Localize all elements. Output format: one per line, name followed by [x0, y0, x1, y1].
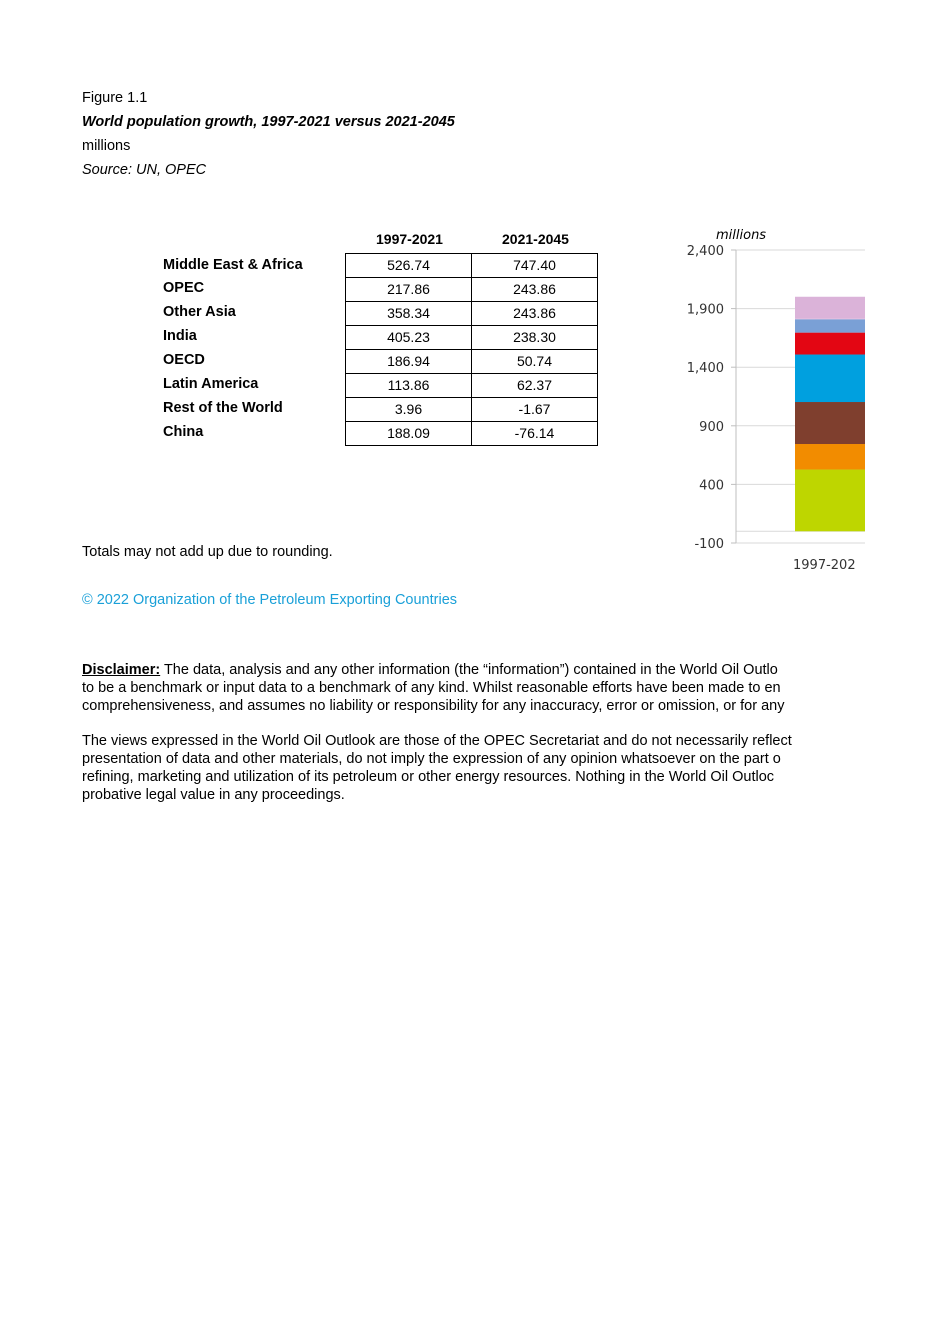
- y-tick-label: 2,400: [686, 244, 724, 259]
- table-row-label: Other Asia: [163, 304, 236, 320]
- rounding-note: Totals may not add up due to rounding.: [82, 544, 333, 560]
- table-cell[interactable]: 50.74: [472, 350, 598, 374]
- bar-segment: [795, 444, 865, 470]
- table-row: [346, 326, 598, 350]
- table-row: [346, 302, 598, 326]
- disclaimer-line: probative legal value in any proceedings.: [82, 787, 345, 803]
- disclaimer-line: comprehensiveness, and assumes no liability or responsibility for any inaccuracy, error or omission, or for any: [82, 698, 785, 714]
- y-axis-label: millions: [716, 228, 767, 243]
- table-row: [346, 350, 598, 374]
- figure-unit: millions: [82, 138, 131, 154]
- table-row-label: Middle East & Africa: [163, 257, 303, 273]
- table-cell[interactable]: 747.40: [472, 254, 598, 278]
- table-row-label: OPEC: [163, 280, 205, 296]
- copyright-link[interactable]: © 2022 Organization of the Petroleum Exporting Countries: [82, 592, 458, 608]
- table-row-label: Rest of the World: [163, 400, 283, 416]
- bar-segment: [795, 319, 865, 332]
- table-cell[interactable]: 526.74: [346, 254, 472, 278]
- table-cell[interactable]: 243.86: [472, 278, 598, 302]
- table-cell[interactable]: 405.23: [346, 326, 472, 350]
- y-tick-label: -100: [694, 537, 724, 552]
- table-row-label: OECD: [163, 352, 205, 368]
- table-row: [346, 374, 598, 398]
- population-growth-chart: [650, 220, 865, 580]
- table-cell[interactable]: 243.86: [472, 302, 598, 326]
- table-cell[interactable]: 188.09: [346, 422, 472, 446]
- y-tick-label: 900: [699, 419, 724, 435]
- table-cell[interactable]: -1.67: [472, 398, 598, 422]
- table-row: [346, 422, 598, 446]
- table-cell[interactable]: 238.30: [472, 326, 598, 350]
- table-cell[interactable]: 186.94: [346, 350, 472, 374]
- table-row: [346, 278, 598, 302]
- disclaimer-line: presentation of data and other materials, do not imply the expression of any opinion whatsoever on the part o: [82, 751, 781, 767]
- x-category-label: 1997-202: [793, 558, 856, 573]
- table-row: [346, 398, 598, 422]
- disclaimer-paragraph-2: [82, 732, 865, 804]
- disclaimer-line: The views expressed in the World Oil Outlook are those of the OPEC Secretariat and do not necessarily reflect: [82, 733, 792, 749]
- table-column-header: 2021-2045: [502, 231, 569, 247]
- population-table: [345, 253, 598, 446]
- table-cell[interactable]: -76.14: [472, 422, 598, 446]
- table-row-label: China: [163, 424, 204, 440]
- disclaimer-line: refining, marketing and utilization of its petroleum or other energy resources. Nothing in the World Oil Outloc: [82, 769, 775, 785]
- disclaimer-paragraph-1: [82, 661, 865, 715]
- table-row-label: Latin America: [163, 376, 259, 392]
- figure-source: Source: UN, OPEC: [82, 162, 207, 178]
- bar-segment: [795, 297, 865, 319]
- figure-number: Figure 1.1: [82, 90, 148, 106]
- y-tick-label: 1,400: [686, 361, 724, 377]
- bar-segment: [795, 355, 865, 402]
- figure-title: World population growth, 1997-2021 versus 2021-2045: [82, 114, 455, 130]
- disclaimer-text: The data, analysis and any other information (the “information”) contained in the World Oil Outlo: [160, 662, 778, 678]
- table-column-header: 1997-2021: [376, 231, 443, 247]
- table-cell[interactable]: 217.86: [346, 278, 472, 302]
- y-tick-label: 400: [699, 478, 724, 494]
- table-cell[interactable]: 113.86: [346, 374, 472, 398]
- bar-segment: [795, 470, 865, 532]
- disclaimer-label: Disclaimer:: [82, 662, 161, 678]
- table-row-label: India: [163, 328, 197, 344]
- disclaimer-line: to be a benchmark or input data to a benchmark of any kind. Whilst reasonable efforts have been made to en: [82, 680, 781, 696]
- disclaimer-line: [82, 661, 865, 679]
- y-tick-label: 1,900: [686, 302, 724, 318]
- table-row: [346, 254, 598, 278]
- bar-segment: [795, 333, 865, 355]
- table-cell[interactable]: 62.37: [472, 374, 598, 398]
- bar-segment: [795, 402, 865, 444]
- table-cell[interactable]: 3.96: [346, 398, 472, 422]
- table-cell[interactable]: 358.34: [346, 302, 472, 326]
